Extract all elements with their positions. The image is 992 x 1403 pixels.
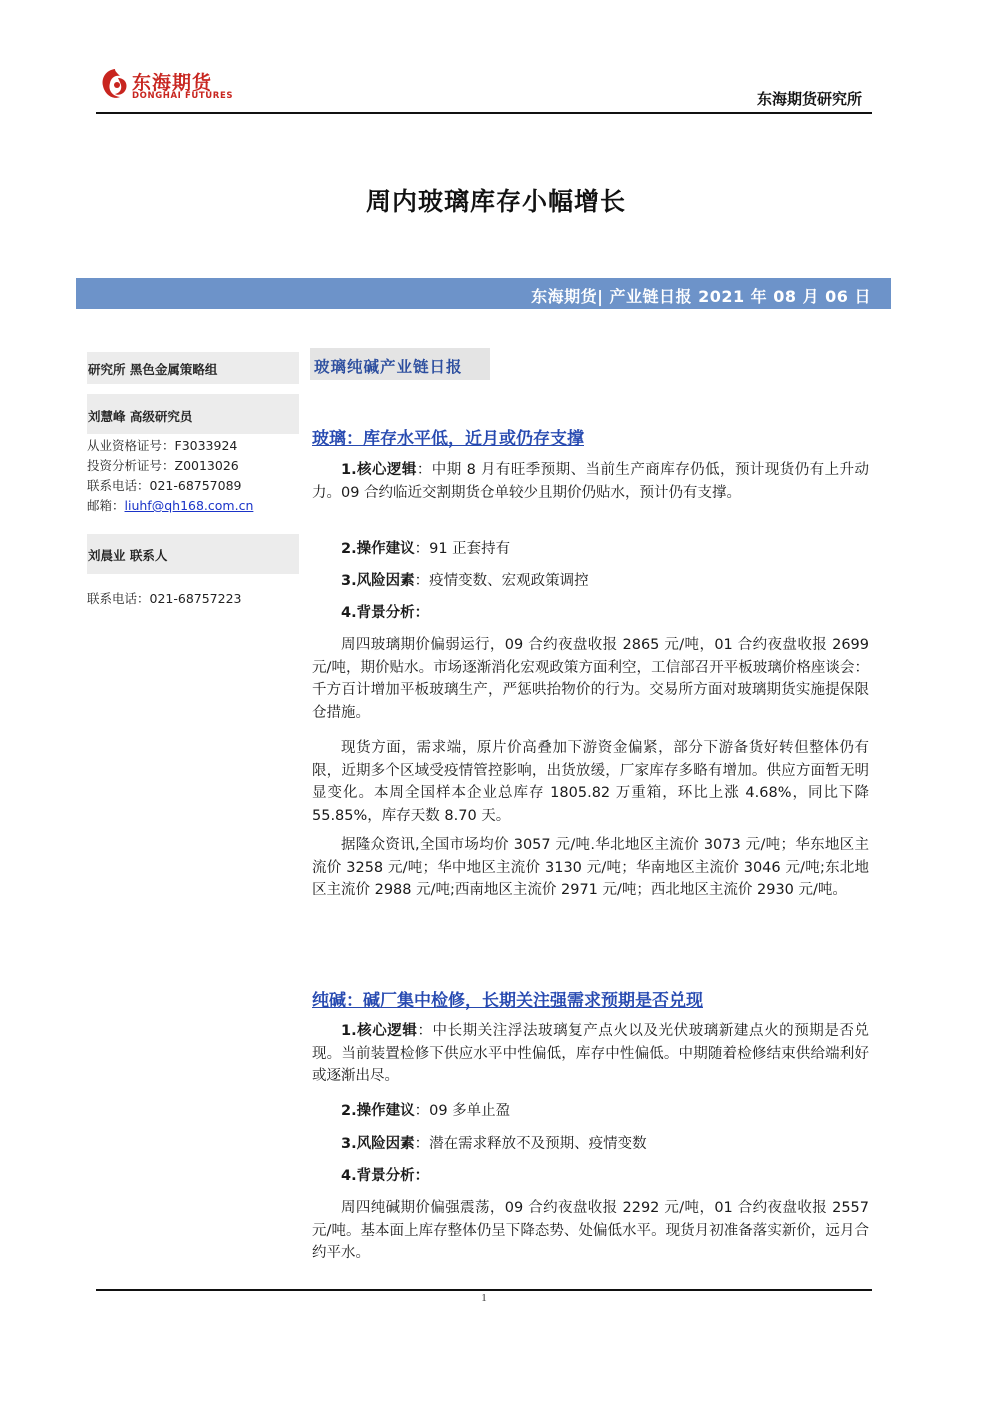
email-label: 邮箱： (87, 498, 125, 513)
sidebar-contact (87, 534, 299, 574)
glass-risk-label: 3.风险因素 (341, 573, 415, 589)
report-banner (76, 278, 891, 309)
analyst-qualification: 从业资格证号：F3033924 (87, 438, 238, 453)
glass-heading[interactable]: 玻璃：库存水平低，近月或仍存支撑 (312, 429, 584, 449)
department-label: 研究所 黑色金属策略组 (88, 362, 218, 377)
glass-paragraph-3: 据隆众资讯,全国市场均价 3057 元/吨.华北地区主流价 3073 元/吨；华东地区主流价 3258 元/吨；华中地区主流价 3130 元/吨；华南地区主流价 3046 元/吨;东北地区主流价 2988 元/吨;西南地区主流价 2971 元/吨；西北地区主流价 2930 元/吨。 (312, 837, 869, 899)
logo-english-text: DONGHAI FUTURES (132, 91, 234, 101)
report-section-tag (310, 348, 490, 380)
soda-bg-colon: ： (414, 1168, 430, 1184)
soda-advice-label: 2.操作建议 (341, 1103, 415, 1119)
report-section-label: 玻璃纯碱产业链日报 (314, 358, 463, 376)
glass-core-logic (312, 459, 869, 504)
contact-phone: 联系电话：021-68757223 (87, 591, 242, 606)
glass-advice-label: 2.操作建议 (341, 541, 415, 557)
glass-paragraph-2: 现货方面，需求端，原片价高叠加下游资金偏紧，部分下游备货好转但整体仍有限，近期多个区域受疫情管控影响，出货放缓，厂家库存多略有增加。供应方面暂无明显变化。本周全国样本企业总库存 1805.82 万重箱，环比上涨 4.68%，同比下降 55.85%，库存天数 8.70 天。 (312, 740, 869, 824)
glass-logic-text: ：中期 8 月有旺季预期、当前生产商库存仍低，预计现货仍有上升动力。09 合约临近交割期货仓单较少且期价仍贴水，预计仍有支撑。 (312, 462, 869, 501)
soda-background (341, 1165, 429, 1187)
sidebar-department (87, 352, 299, 384)
glass-bg-colon: ： (414, 605, 430, 621)
soda-bg-label: 4.背景分析 (341, 1168, 415, 1184)
contact-name: 刘晨业 联系人 (88, 548, 168, 563)
glass-logic-label: 1.核心逻辑 (341, 462, 417, 478)
analyst-invest-cert: 投资分析证号：Z0013026 (87, 458, 239, 473)
glass-background (341, 602, 429, 624)
sidebar-analyst (87, 394, 299, 434)
glass-paragraph-1: 周四玻璃期价偏弱运行，09 合约夜盘收报 2865 元/吨，01 合约夜盘收报 2699 元/吨，期价贴水。市场逐渐消化宏观政策方面利空，工信部召开平板玻璃价格座谈会：千方百计增加平板玻璃生产，严惩哄抬物价的行为。交易所方面对玻璃期货实施提保限仓措施。 (312, 637, 869, 721)
document-title: 周内玻璃库存小幅增长 (365, 187, 626, 216)
soda-logic-label: 1.核心逻辑 (341, 1023, 418, 1039)
soda-core-logic (312, 1020, 869, 1088)
footer-divider (96, 1289, 872, 1291)
analyst-name: 刘慧峰 高级研究员 (88, 409, 193, 424)
glass-risk (341, 570, 589, 592)
email-link[interactable]: liuhf@qh168.com.cn (124, 498, 254, 513)
analyst-phone: 联系电话：021-68757089 (87, 478, 242, 493)
soda-heading[interactable]: 纯碱：碱厂集中检修，长期关注强需求预期是否兑现 (312, 991, 703, 1011)
institute-name: 东海期货研究所 (756, 90, 862, 108)
soda-logic-text: ：中长期关注浮法玻璃复产点火以及光伏玻璃新建点火的预期是否兑现。当前装置检修下供应水平中性偏低，库存中性偏低。中期随着检修结束供给端利好或逐渐出尽。 (312, 1023, 869, 1085)
soda-paragraph-1: 周四纯碱期价偏强震荡，09 合约夜盘收报 2292 元/吨，01 合约夜盘收报 2557 元/吨。基本面上库存整体仍呈下降态势、处偏低水平。现货月初准备落实新价，远月合约平水。 (312, 1200, 869, 1262)
soda-advice-text: ：09 多单止盈 (414, 1103, 511, 1119)
dragon-logo-icon (98, 66, 132, 104)
header-divider (96, 112, 872, 114)
company-logo (98, 66, 234, 106)
banner-text: 东海期货| 产业链日报 2021 年 08 月 06 日 (531, 287, 871, 306)
soda-risk-text: ：潜在需求释放不及预期、疫情变数 (414, 1136, 647, 1152)
analyst-email-row (87, 496, 253, 516)
page-number: 1 (481, 1292, 487, 1304)
glass-advice-text: ：91 正套持有 (414, 541, 511, 557)
glass-advice (341, 538, 510, 560)
glass-bg-label: 4.背景分析 (341, 605, 415, 621)
glass-risk-text: ：疫情变数、宏观政策调控 (414, 573, 589, 589)
logo-chinese-text: 东海期货 (132, 72, 213, 94)
soda-risk (341, 1133, 647, 1155)
soda-advice (341, 1100, 510, 1122)
soda-risk-label: 3.风险因素 (341, 1136, 415, 1152)
